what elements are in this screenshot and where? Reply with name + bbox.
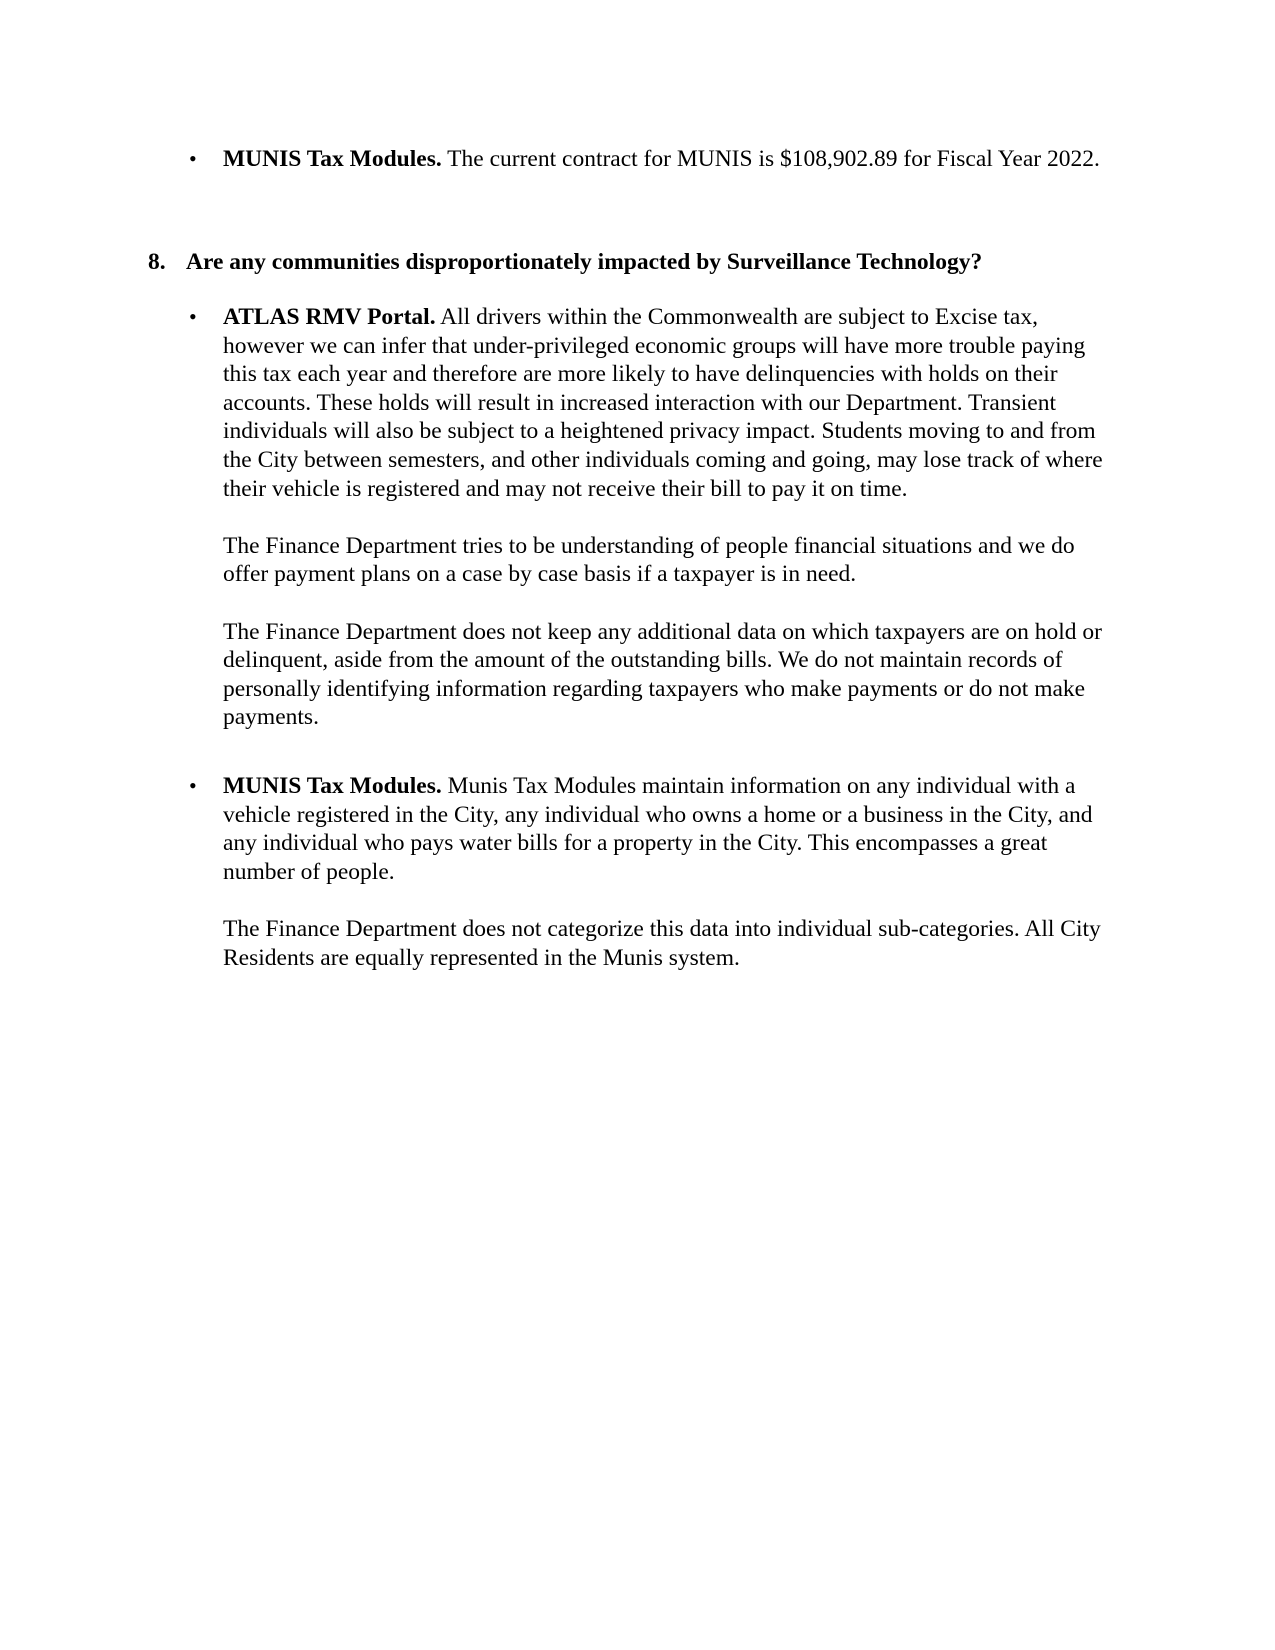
- bullet-icon: •: [189, 773, 197, 798]
- bullet-icon: •: [189, 146, 197, 171]
- atlas-paragraph-2: The Finance Department tries to be understanding of people financial situations and we do offer payment plans on a case by case basis if a taxpayer is in need.: [223, 532, 1075, 588]
- list-item-atlas: [189, 303, 1123, 732]
- atlas-paragraph-3: The Finance Department does not keep any additional data on which taxpayers are on hold or delinquent, aside from the amount of the outstanding bills. We do not maintain records of personally identifying information regarding taxpayers who make payments or do not make payments.: [223, 618, 1103, 731]
- munis-contract-lead: MUNIS Tax Modules.: [223, 146, 442, 172]
- atlas-paragraph-1: [223, 303, 1123, 503]
- atlas-lead: ATLAS RMV Portal.: [223, 304, 436, 330]
- munis-people-paragraph-2: The Finance Department does not categorize this data into individual sub-categories. All City Residents are equally represented in the Munis system.: [223, 915, 1101, 971]
- munis-people-text: Munis Tax Modules maintain information on any individual with a vehicle registered in the City, any individual who owns a home or a business in the City, and any individual who pays water bills for a property in the City. This encompasses a great number of people.: [223, 773, 1093, 885]
- munis-contract-paragraph: [223, 145, 1123, 174]
- list-item-munis-contract: [189, 145, 1123, 174]
- question-heading: [148, 248, 1148, 276]
- munis-people-paragraph-1: [223, 772, 1123, 886]
- question-text: Are any communities disproportionately impacted by Surveillance Technology?: [186, 249, 983, 275]
- list-item-munis-people: [189, 772, 1123, 972]
- munis-people-lead: MUNIS Tax Modules.: [223, 773, 442, 799]
- question-number: 8.: [148, 249, 166, 275]
- bullet-icon: •: [189, 304, 197, 329]
- munis-contract-text: The current contract for MUNIS is $108,902.89 for Fiscal Year 2022.: [441, 146, 1100, 172]
- atlas-text: All drivers within the Commonwealth are subject to Excise tax, however we can infer that under-privileged economic groups will have more trouble paying this tax each year and therefore are more likely to have delinquencies with holds on their accounts. These holds will result in increased interaction with our Department. Transient individuals will also be subject to a heightened privacy impact. Students moving to and from the City between semesters, and other individuals coming and going, may lose track of where their vehicle is registered and may not receive their bill to pay it on time.: [223, 304, 1103, 502]
